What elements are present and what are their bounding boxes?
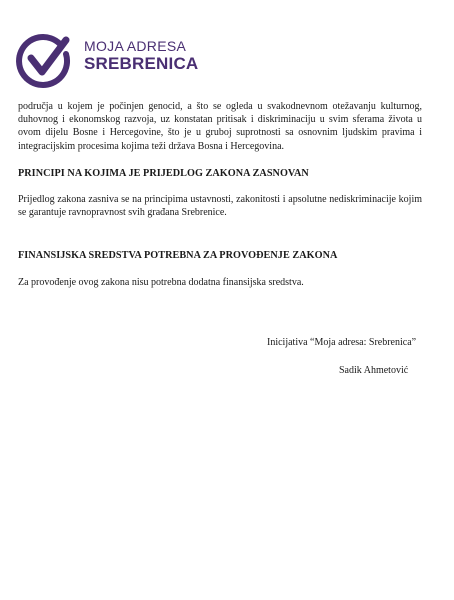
section-text-finance: Za provođenje ovog zakona nisu potrebna dodatna finansijska sredstva. <box>18 277 304 288</box>
section-heading-finance: FINANSIJSKA SREDSTVA POTREBNA ZA PROVOĐENJE ZAKONA <box>18 250 338 261</box>
intro-paragraph: područja u kojem je počinjen genocid, a što se ogleda u svakodnevnom otežavanju kulturnog, duhovnog i ekonomskog razvoja, uz konstatan pritisak i diskriminaciju u svim sferama života u ovom dijelu Bosne i Hercegovine, što je u gruboj suprotnosti sa osnovnim ljudskim pravima i integracijskim procesima kojima teži država Bosna i Hercegovina. <box>18 101 422 152</box>
section-heading-principles: PRINCIPI NA KOJIMA JE PRIJEDLOG ZAKONA ZASNOVAN <box>18 168 309 179</box>
signature-initiative: Inicijativa “Moja adresa: Srebrenica” <box>267 337 417 348</box>
logo <box>16 32 206 88</box>
section-text-principles: Prijedlog zakona zasniva se na principima ustavnosti, zakonitosti i apsolutne nediskriminacije kojim se garantuje ravnopravnost svih građana Srebrenice. <box>18 194 422 219</box>
signature-name: Sadik Ahmetović <box>339 365 409 376</box>
check-circle-icon <box>16 32 72 88</box>
logo-line-1: MOJA ADRESA <box>84 38 187 54</box>
logo-line-2: SREBRENICA <box>84 54 199 73</box>
